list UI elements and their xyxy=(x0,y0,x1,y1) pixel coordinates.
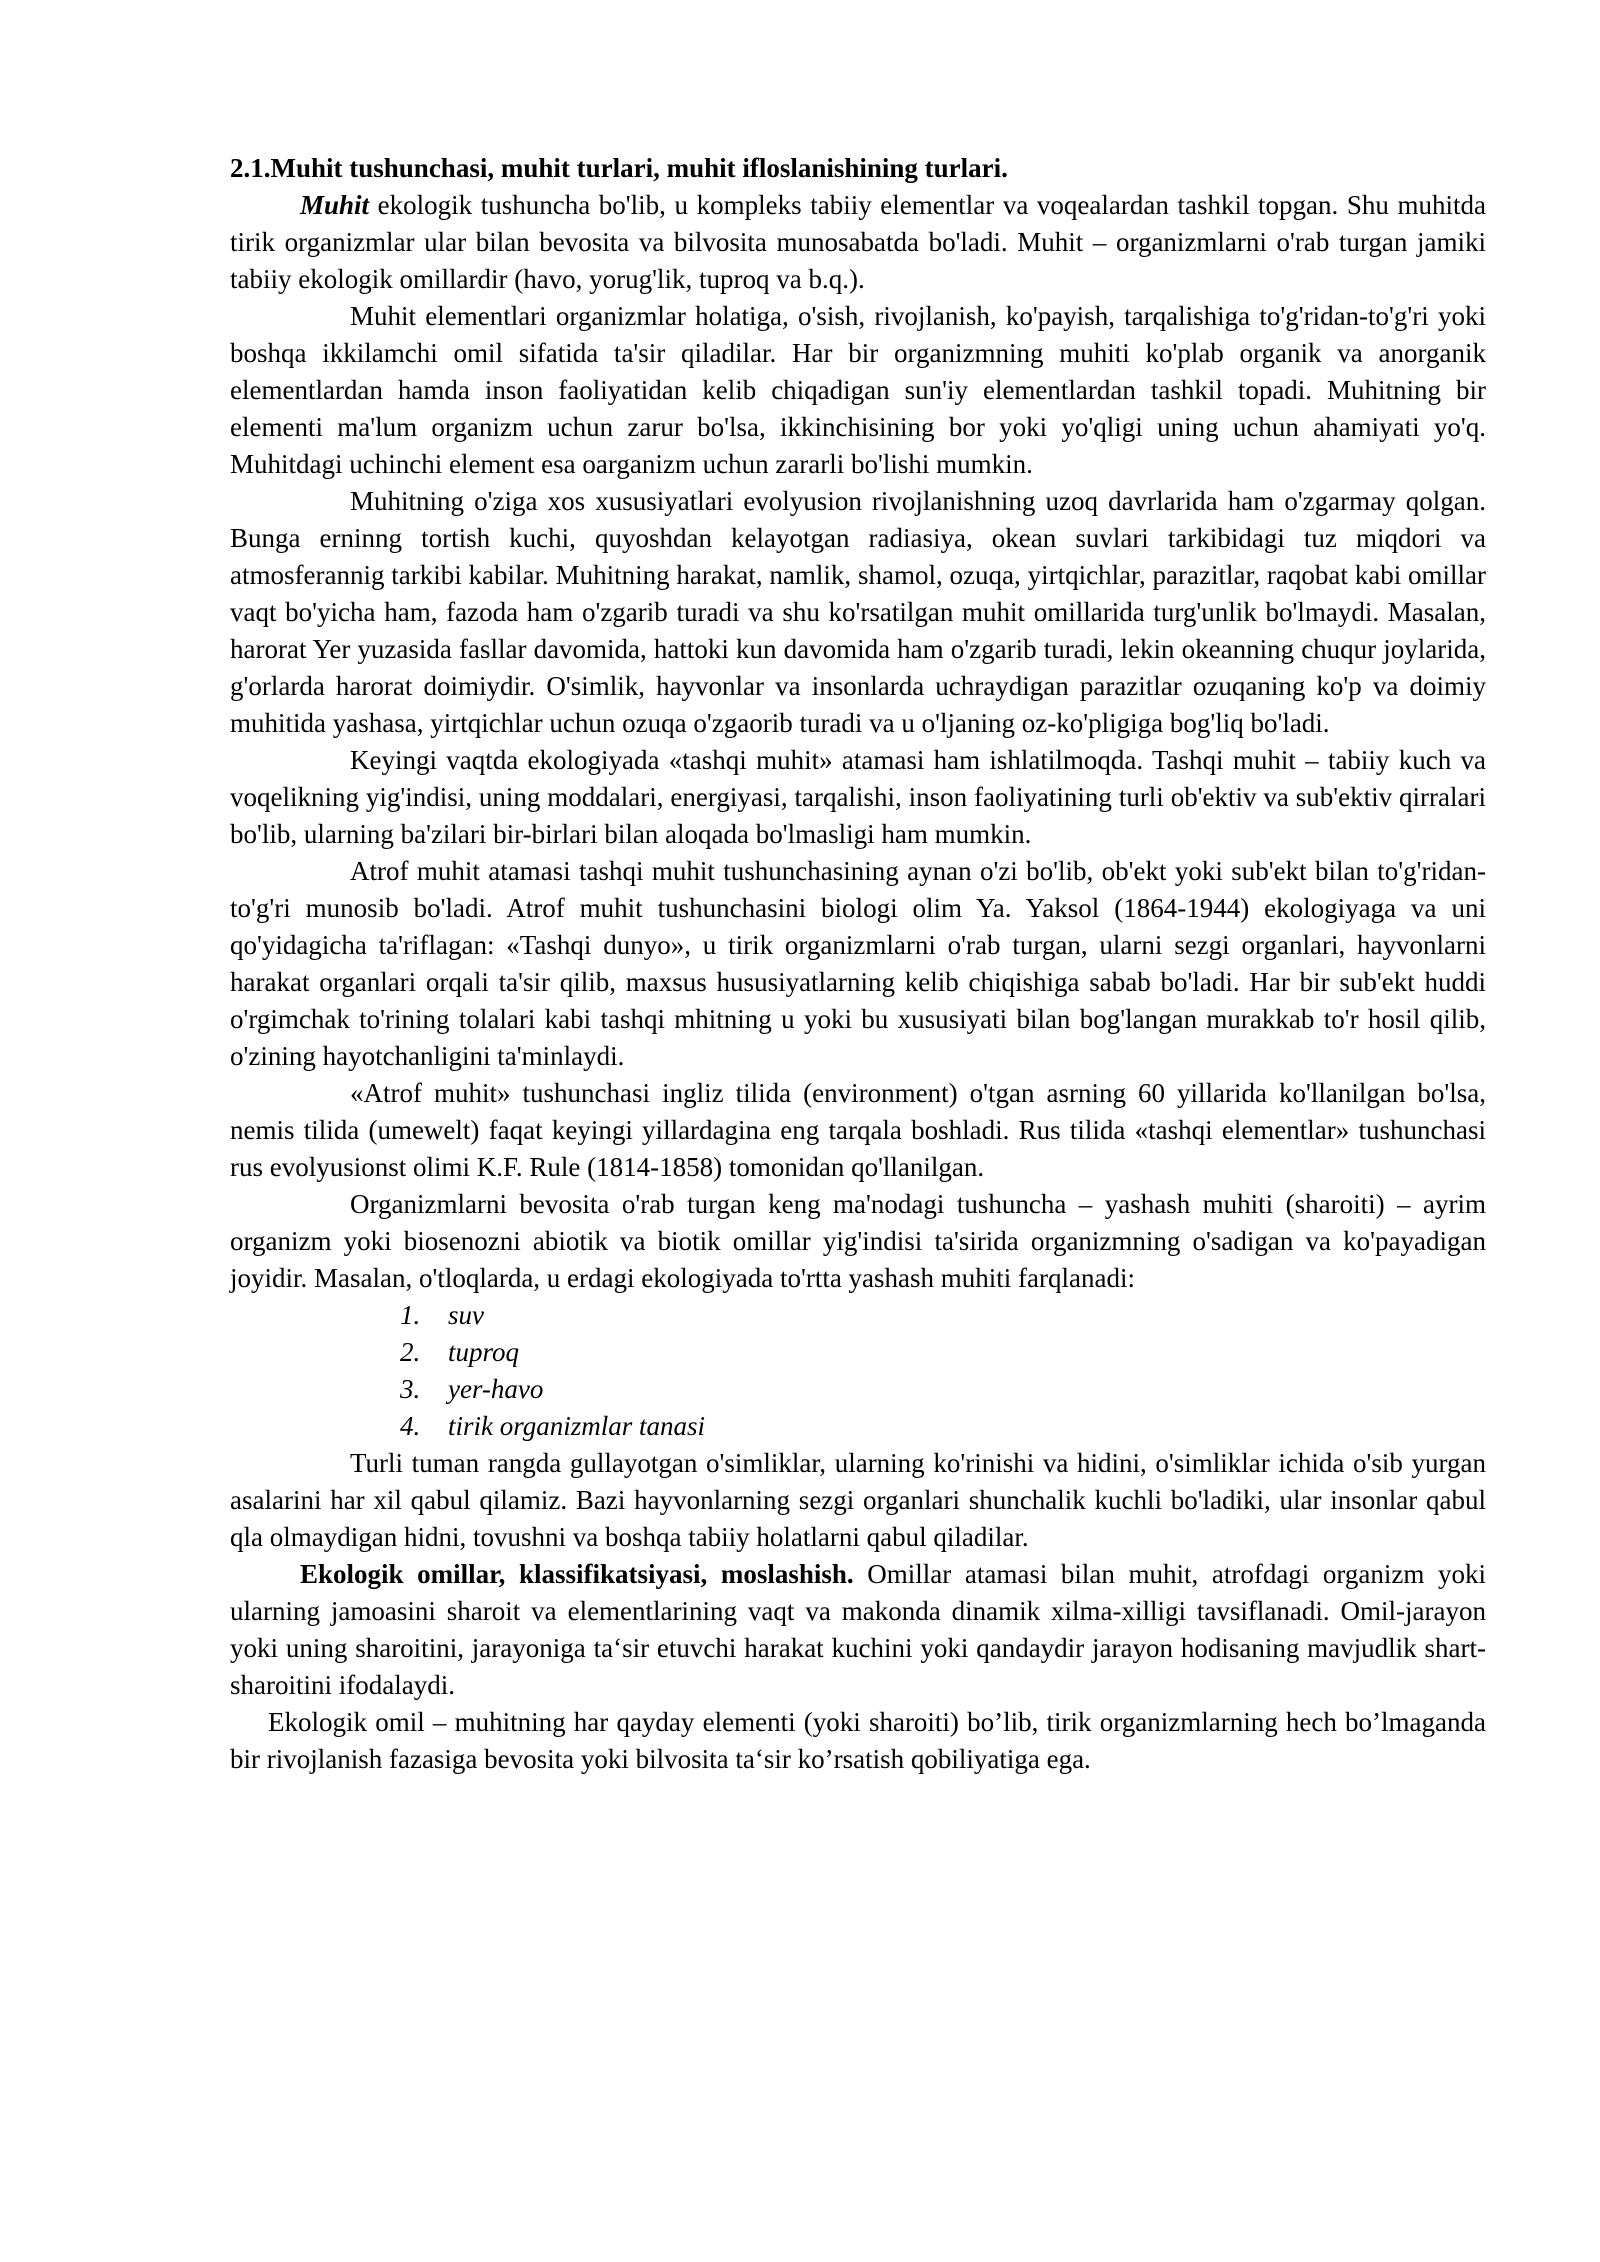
list-item xyxy=(400,1334,1486,1371)
paragraph-yashash-muhiti: Organizmlarni bevosita o'rab turgan keng ma'nodagi tushuncha – yashash muhiti (sharoiti) – ayrim organizm yoki biosenozni abiotik va biotik omillar yig'indisi ta'sirida organizmning o'sadigan va ko'payadigan joyidir. Masalan, o'tloqlarda, u erdagi ekologiyada to'rtta yashash muhiti farqlanadi: xyxy=(230,1189,1486,1293)
paragraph-perception: Turli tuman rangda gullayotgan o'simliklar, ularning ko'rinishi va hidini, o'simliklar ichida o'sib yurgan asalarini har xil qabul qilamiz. Bazi hayvonlarning sezgi organlari shunchalik kuchli bo'ladiki, ular insonlar qabul qla olmaydigan hidni, tovushni va boshqa tabiiy holatlarni qabul qiladilar. xyxy=(230,1448,1486,1552)
list-item xyxy=(400,1371,1486,1408)
paragraph-ecological-factor-definition: Ekologik omil – muhitning har qayday elementi (yoki sharoiti) bo’lib, tirik organizmlarning hech bo’lmaganda bir rivojlanish fazasiga bevosita yoki bilvosita taʻsir ko’rsatish qobiliyatiga ega. xyxy=(230,1707,1486,1774)
list-text: tirik organizmlar tanasi xyxy=(448,1411,706,1441)
paragraph-muhit-elements: Muhit elementlari organizmlar holatiga, o'sish, rivojlanish, ko'payish, tarqalishiga to'g'ridan-to'g'ri yoki boshqa ikkilamchi omil sifatida ta'sir qiladilar. Har bir organizmning muhiti ko'plab organik va anorganik elementlardan hamda inson faoliyatidan kelib chiqadigan sun'iy elementlardan tashkil topadi. Muhitning bir elementi ma'lum organizm uchun zarur bo'lsa, ikkinchisining bor yoki yo'qligi uning uchun ahamiyati yo'q. Muhitdagi uchinchi element esa oarganizm uchun zararli bo'lishi mumkin. xyxy=(230,301,1486,479)
list-number: 1. xyxy=(400,1300,421,1330)
paragraph-muhit-definition xyxy=(230,187,1486,298)
list-number: 4. xyxy=(400,1411,421,1441)
paragraph-muhit-properties: Muhitning o'ziga xos xususiyatlari evolyusion rivojlanishning uzoq davrlarida ham o'zgarmay qolgan. Bunga erninng tortish kuchi, quyoshdan kelayotgan radiasiya, okean suvlari tarkibidagi tuz miqdori va atmosferannig tarkibi kabilar. Muhitning harakat, namlik, shamol, ozuqa, yirtqichlar, parazitlar, raqobat kabi omillar vaqt bo'yicha ham, fazoda ham o'zgarib turadi va shu ko'rsatilgan muhit omillarida turg'unlik bo'lmaydi. Masalan, harorat Yer yuzasida fasllar davomida, hattoki kun davomida ham o'zgarib turadi, lekin okeanning chuqur joylarida, g'orlarda harorat doimiydir. O'simlik, hayvonlar va insonlarda uchraydigan parazitlar ozuqaning ko'p va doimiy muhitida yashasa, yirtqichlar uchun ozuqa o'zgaorib turadi va u o'ljaning oz-ko'pligiga bog'liq bo'ladi. xyxy=(230,486,1486,738)
section-heading: 2.1.Muhit tushunchasi, muhit turlari, muhit ifloslanishining turlari. xyxy=(230,153,1008,183)
list-text: suv xyxy=(448,1300,484,1330)
list-text: yer-havo xyxy=(448,1374,544,1404)
paragraph-text: ekologik tushuncha bo'lib, u kompleks tabiiy elementlar va voqealardan tashkil topgan. Shu muhitda tirik organizmlar ular bilan bevosita va bilvosita munosabatda bo'ladi. Muhit – organizmlarni o'rab turgan jamiki tabiiy ekologik omillardir (havo, yorug'lik, tuproq va b.q.). xyxy=(230,190,1486,294)
list-item xyxy=(400,1297,1486,1334)
paragraph-text: Omillar atamasi bilan muhit, atrofdagi organizm yoki ularning jamoasini sharoit va elementlarining vaqt va makonda dinamik xilma-xilligi tavsiflanadi. Omil-jarayon yoki uning sharoitini, jarayoniga taʻsir etuvchi harakat kuchini yoki qandaydir jarayon hodisaning mavjudlik shart-sharoitini ifodalaydi. xyxy=(230,1559,1486,1700)
paragraph-environment-term: «Atrof muhit» tushunchasi ingliz tilida (environment) o'tgan asrning 60 yillarida ko'llanilgan bo'lsa, nemis tilida (umewelt) faqat keyingi yillardagina eng tarqala boshladi. Rus tilida «tashqi elementlar» tushunchasi rus evolyusionst olimi K.F. Rule (1814-1858) tomonidan qo'llanilgan. xyxy=(230,1078,1486,1182)
list-number: 2. xyxy=(400,1337,421,1367)
term-muhit: Muhit xyxy=(300,190,370,220)
paragraph-atrof-muhit: Atrof muhit atamasi tashqi muhit tushunchasining aynan o'zi bo'lib, ob'ekt yoki sub'ekt bilan to'g'ridan-to'g'ri munosib bo'ladi. Atrof muhit tushunchasini biologi olim Ya. Yaksol (1864-1944) ekologiyaga va uni qo'yidagicha ta'riflagan: «Tashqi dunyo», u tirik organizmlarni o'rab turgan, ularni sezgi organlari, hayvonlarni harakat organlari orqali ta'sir qilib, maxsus hususiyatlarning kelib chiqishiga sabab bo'ladi. Har bir sub'ekt huddi o'rgimchak to'rining tolalari kabi tashqi mhitning u yoki bu xususiyati bilan bog'langan murakkab to'r hosil qilib, o'zining hayotchanligini ta'minlaydi. xyxy=(230,856,1486,1071)
paragraph-tashqi-muhit: Keyingi vaqtda ekologiyada «tashqi muhit» atamasi ham ishlatilmoqda. Tashqi muhit – tabiiy kuch va voqelikning yig'indisi, uning moddalari, energiyasi, tarqalishi, inson faoliyatining turli ob'ektiv va sub'ektiv qirralari bo'lib, ularning ba'zilari bir-birlari bilan aloqada bo'lmasligi ham mumkin. xyxy=(230,745,1486,849)
habitat-list xyxy=(230,1297,1486,1445)
document-page xyxy=(230,150,1486,1778)
subheading-ecological-factors: Ekologik omillar, klassifikatsiyasi, moslashish. xyxy=(300,1559,854,1589)
paragraph-ecological-factors xyxy=(230,1556,1486,1704)
list-item xyxy=(400,1408,1486,1445)
list-text: tuproq xyxy=(448,1337,520,1367)
list-number: 3. xyxy=(400,1374,421,1404)
